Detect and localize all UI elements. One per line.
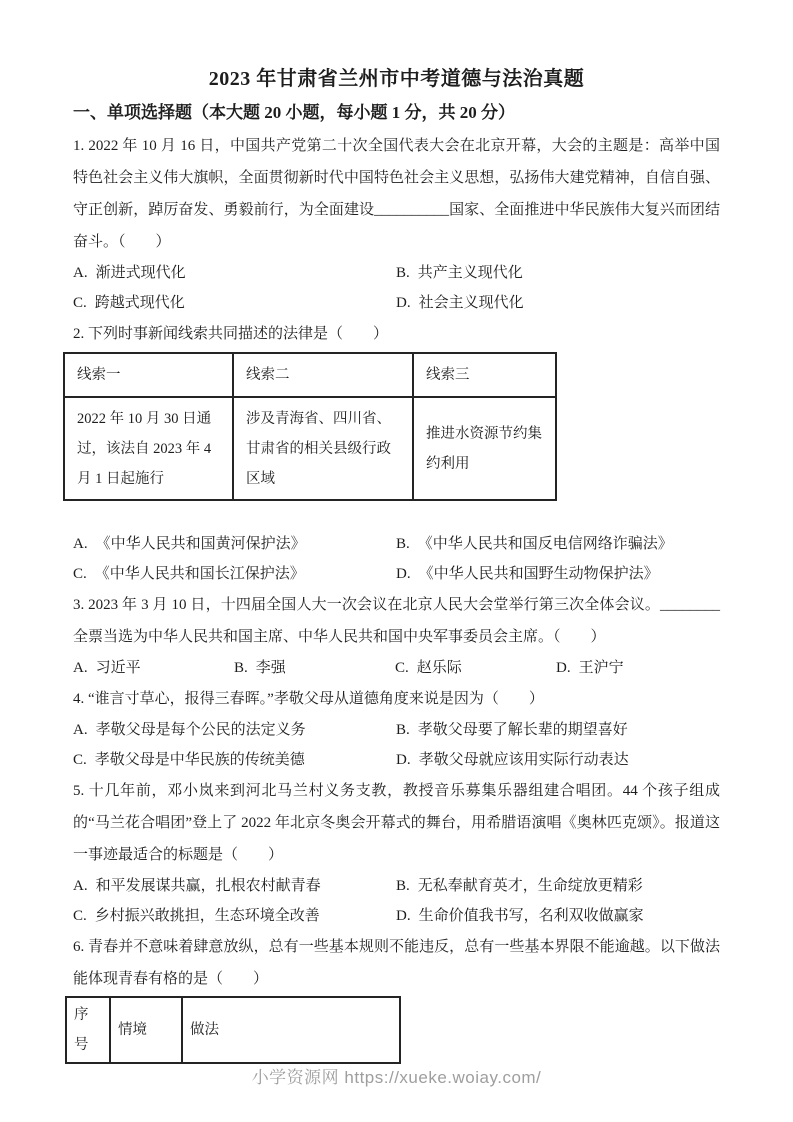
- option-c-text: 乡村振兴敢挑担，生态环境全改善: [94, 908, 320, 924]
- option-c: [73, 288, 396, 318]
- option-c-text: 孝敬父母是中华民族的传统美德: [94, 752, 305, 768]
- option-c-label: C.: [73, 908, 87, 924]
- option-a: [73, 529, 396, 559]
- question-3-stem: 3. 2023 年 3 月 10 日，十四届全国人大一次会议在北京人民大会堂举行第三次全体会议。________全票当选为中华人民共和国主席、中华人民共和国中央军事委员会主席。（ ）: [73, 597, 720, 645]
- clue-table-body-row: [64, 397, 556, 500]
- option-row: [73, 258, 720, 288]
- option-b-label: B.: [396, 265, 410, 281]
- option-b: [396, 871, 643, 901]
- option-a-text: 和平发展谋共赢，扎根农村献青春: [95, 878, 321, 894]
- format-table-header-1: 序号: [66, 997, 110, 1063]
- option-c-label: C.: [73, 295, 87, 311]
- option-a: [73, 653, 234, 683]
- option-a-label: A.: [73, 265, 88, 281]
- option-d-label: D.: [396, 908, 411, 924]
- question-6: [73, 931, 720, 1064]
- option-b-label: B.: [234, 660, 248, 676]
- question-1-options: [73, 258, 720, 318]
- clue-table-header-row: [64, 353, 556, 397]
- option-d: [556, 653, 624, 683]
- option-b-text: 无私奉献育英才，生命绽放更精彩: [417, 878, 643, 894]
- option-c-text: 赵乐际: [416, 660, 462, 676]
- option-d-text: 孝敬父母就应该用实际行动表达: [418, 752, 629, 768]
- clue-table: [63, 352, 557, 501]
- question-5-stem: 5. 十几年前，邓小岚来到河北马兰村义务支教，教授音乐募集乐器组建合唱团。44 个孩子组成的“马兰花合唱团”登上了 2022 年北京冬奥会开幕式的舞台，用希腊语演唱《奥林匹克颂》。报道这一事迹最适合的标题是（ ）: [73, 783, 720, 863]
- option-a: [73, 258, 396, 288]
- question-3-options: [73, 653, 720, 683]
- format-table-header-3: 做法: [182, 997, 400, 1063]
- option-b: [396, 258, 523, 288]
- option-c-label: C.: [73, 566, 87, 582]
- question-2-stem: 2. 下列时事新闻线索共同描述的法律是（ ）: [73, 326, 389, 342]
- option-a-label: A.: [73, 722, 88, 738]
- question-1-stem: 1. 2022 年 10 月 16 日，中国共产党第二十次全国代表大会在北京开幕，大会的主题是：高举中国特色社会主义伟大旗帜，全面贯彻新时代中国特色社会主义思想，弘扬伟大建党精神，自信自强、守正创新，踔厉奋发、勇毅前行，为全面建设__________国家、全面推进中华民族伟大复兴而团结奋斗。（ ）: [73, 138, 720, 250]
- option-row: [73, 901, 720, 931]
- option-d-text: 社会主义现代化: [418, 295, 524, 311]
- option-c-label: C.: [73, 752, 87, 768]
- option-d: [396, 288, 524, 318]
- question-2-options: [73, 529, 720, 589]
- clue-table-header-1: 线索一: [64, 353, 233, 397]
- option-c-text: 跨越式现代化: [94, 295, 185, 311]
- page-title: 2023 年甘肃省兰州市中考道德与法治真题: [208, 68, 585, 90]
- option-b: [396, 715, 628, 745]
- format-table-header-row: [66, 997, 400, 1063]
- option-row: [73, 529, 720, 559]
- option-row: [73, 871, 720, 901]
- option-b-text: 共产主义现代化: [417, 265, 523, 281]
- option-c: [73, 901, 396, 931]
- format-table: [65, 996, 401, 1064]
- option-b: [234, 653, 395, 683]
- option-b-text: 孝敬父母要了解长辈的期望喜好: [417, 722, 628, 738]
- option-a: [73, 871, 396, 901]
- question-4: [73, 683, 720, 775]
- option-d-label: D.: [396, 295, 411, 311]
- option-row: [73, 745, 720, 775]
- option-a-label: A.: [73, 660, 88, 676]
- question-5: [73, 775, 720, 931]
- option-d-text: 《中华人民共和国野生动物保护法》: [418, 566, 659, 582]
- format-table-header-2: 情境: [110, 997, 182, 1063]
- option-c: [395, 653, 556, 683]
- option-a-label: A.: [73, 878, 88, 894]
- option-row: [73, 559, 720, 589]
- question-4-options: [73, 715, 720, 775]
- option-b-label: B.: [396, 536, 410, 552]
- question-5-options: [73, 871, 720, 931]
- section-heading: 一、单项选择题（本大题 20 小题，每小题 1 分，共 20 分）: [73, 103, 515, 122]
- option-d-text: 王沪宁: [578, 660, 624, 676]
- question-6-stem: 6. 青春并不意味着肆意放纵，总有一些基本规则不能违反，总有一些基本界限不能逾越。以下做法能体现青春有格的是（ ）: [73, 939, 720, 987]
- option-d: [396, 745, 629, 775]
- clue-table-header-2: 线索二: [233, 353, 413, 397]
- option-d-label: D.: [396, 752, 411, 768]
- page-footer: 小学资源网 https://xueke.woiay.com/: [251, 1068, 542, 1087]
- option-row: [73, 288, 720, 318]
- clue-table-cell-2: 涉及青海省、四川省、甘肃省的相关县级行政区域: [233, 397, 413, 500]
- option-d: [396, 559, 659, 589]
- option-d-label: D.: [556, 660, 571, 676]
- option-b-text: 李强: [255, 660, 286, 676]
- option-b: [396, 529, 673, 559]
- option-b-text: 《中华人民共和国反电信网络诈骗法》: [417, 536, 673, 552]
- option-a-text: 渐进式现代化: [95, 265, 186, 281]
- option-b-label: B.: [396, 722, 410, 738]
- option-a-text: 《中华人民共和国黄河保护法》: [95, 536, 306, 552]
- option-c: [73, 745, 396, 775]
- option-c-text: 《中华人民共和国长江保护法》: [94, 566, 305, 582]
- option-a-text: 习近平: [95, 660, 141, 676]
- clue-table-header-3: 线索三: [413, 353, 556, 397]
- option-row: [73, 653, 720, 683]
- question-4-stem: 4. “谁言寸草心，报得三春晖。”孝敬父母从道德角度来说是因为（ ）: [73, 691, 544, 707]
- option-d-label: D.: [396, 566, 411, 582]
- option-a-text: 孝敬父母是每个公民的法定义务: [95, 722, 306, 738]
- clue-table-cell-3: 推进水资源节约集约利用: [413, 397, 556, 500]
- option-c: [73, 559, 396, 589]
- question-3: [73, 589, 720, 683]
- option-a-label: A.: [73, 536, 88, 552]
- question-2: [73, 318, 720, 589]
- clue-table-cell-1: 2022 年 10 月 30 日通过，该法自 2023 年 4 月 1 日起施行: [64, 397, 233, 500]
- option-a: [73, 715, 396, 745]
- option-b-label: B.: [396, 878, 410, 894]
- option-c-label: C.: [395, 660, 409, 676]
- option-row: [73, 715, 720, 745]
- question-1: [73, 130, 720, 318]
- option-d-text: 生命价值我书写，名利双收做赢家: [418, 908, 644, 924]
- option-d: [396, 901, 644, 931]
